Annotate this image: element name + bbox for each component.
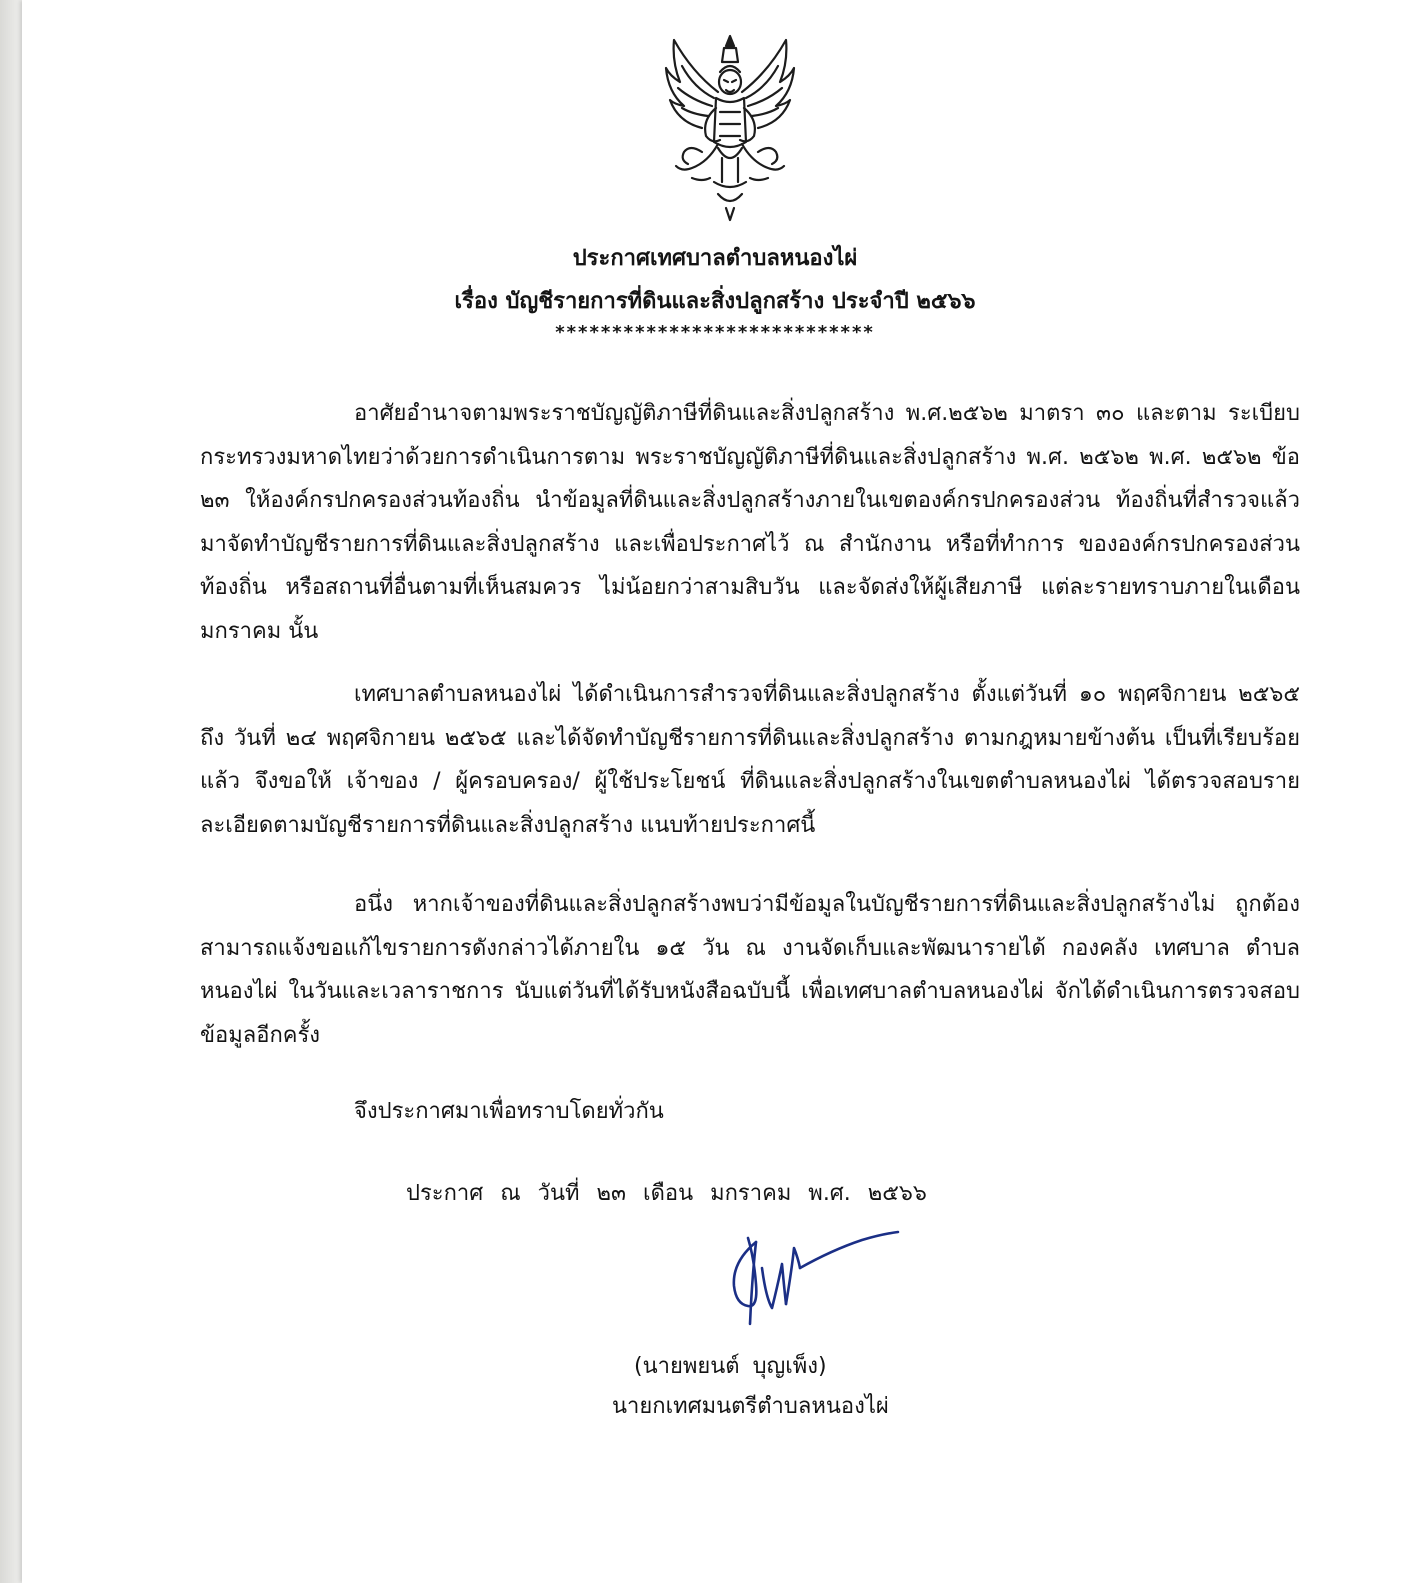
announcement-subject: เรื่อง บัญชีรายการที่ดินและสิ่งปลูกสร้าง ประจำปี ๒๕๖๖	[454, 289, 976, 314]
page-left-margin	[0, 0, 22, 1583]
garuda-emblem-icon	[662, 32, 798, 222]
announcement-title: ประกาศเทศบาลตำบลหนองไผ่	[572, 246, 858, 271]
closing-statement: จึงประกาศมาเพื่อทราบโดยทั่วกัน	[354, 1099, 664, 1124]
announcement-date: ประกาศ ณ วันที่ ๒๓ เดือน มกราคม พ.ศ. ๒๕๖๖	[406, 1181, 927, 1206]
title-separator: ****************************	[555, 322, 875, 343]
body-paragraph-1: อาศัยอำนาจตามพระราชบัญญัติภาษีที่ดินและสิ่งปลูกสร้าง พ.ศ.๒๕๖๒ มาตรา ๓๐ และตาม ระเบียบกระทรวงมหาดไทยว่าด้วยการดำเนินการตาม พระราชบัญญัติภาษีที่ดินและสิ่งปลูกสร้าง พ.ศ. ๒๕๖๒ พ.ศ. ๒๕๖๒ ข้อ ๒๓ ให้องค์กรปกครองส่วนท้องถิ่น นำข้อมูลที่ดินและสิ่งปลูกสร้างภายในเขตองค์กรปกครองส่วน ท้องถิ่นที่สำรวจแล้ว มาจัดทำบัญชีรายการที่ดินและสิ่งปลูกสร้าง และเพื่อประกาศไว้ ณ สำนักงาน หรือที่ทำการ ขององค์กรปกครองส่วนท้องถิ่น หรือสถานที่อื่นตามที่เห็นสมควร ไม่น้อยกว่าสามสิบวัน และจัดส่งให้ผู้เสียภาษี แต่ละรายทราบภายในเดือนมกราคม นั้น	[200, 401, 1300, 644]
signer-name: (นายพยนต์ บุญเพ็ง)	[634, 1354, 827, 1379]
body-paragraph-3: อนึ่ง หากเจ้าของที่ดินและสิ่งปลูกสร้างพบว่ามีข้อมูลในบัญชีรายการที่ดินและสิ่งปลูกสร้างไม่ ถูกต้อง สามารถแจ้งขอแก้ไขรายการดังกล่าวได้ภายใน ๑๕ วัน ณ งานจัดเก็บและพัฒนารายได้ กองคลัง เทศบาล ตำบลหนองไผ่ ในวันและเวลาราชการ นับแต่วันที่ได้รับหนังสือฉบับนี้ เพื่อเทศบาลตำบลหนองไผ่ จักได้ดำเนินการตรวจสอบข้อมูลอีกครั้ง	[200, 892, 1300, 1048]
announcement-document	[22, 0, 1408, 1583]
signature-icon	[712, 1228, 902, 1332]
signer-position: นายกเทศมนตรีตำบลหนองไผ่	[612, 1394, 889, 1419]
body-paragraph-2: เทศบาลตำบลหนองไผ่ ได้ดำเนินการสำรวจที่ดินและสิ่งปลูกสร้าง ตั้งแต่วันที่ ๑๐ พฤศจิกายน ๒๕๖๕ ถึง วันที่ ๒๔ พฤศจิกายน ๒๕๖๕ และได้จัดทำบัญชีรายการที่ดินและสิ่งปลูกสร้าง ตามกฎหมายข้างต้น เป็นที่เรียบร้อยแล้ว จึงขอให้ เจ้าของ / ผู้ครอบครอง/ ผู้ใช้ประโยชน์ ที่ดินและสิ่งปลูกสร้างในเขตตำบลหนองไผ่ ได้ตรวจสอบรายละเอียดตามบัญชีรายการที่ดินและสิ่งปลูกสร้าง แนบท้ายประกาศนี้	[200, 682, 1300, 838]
